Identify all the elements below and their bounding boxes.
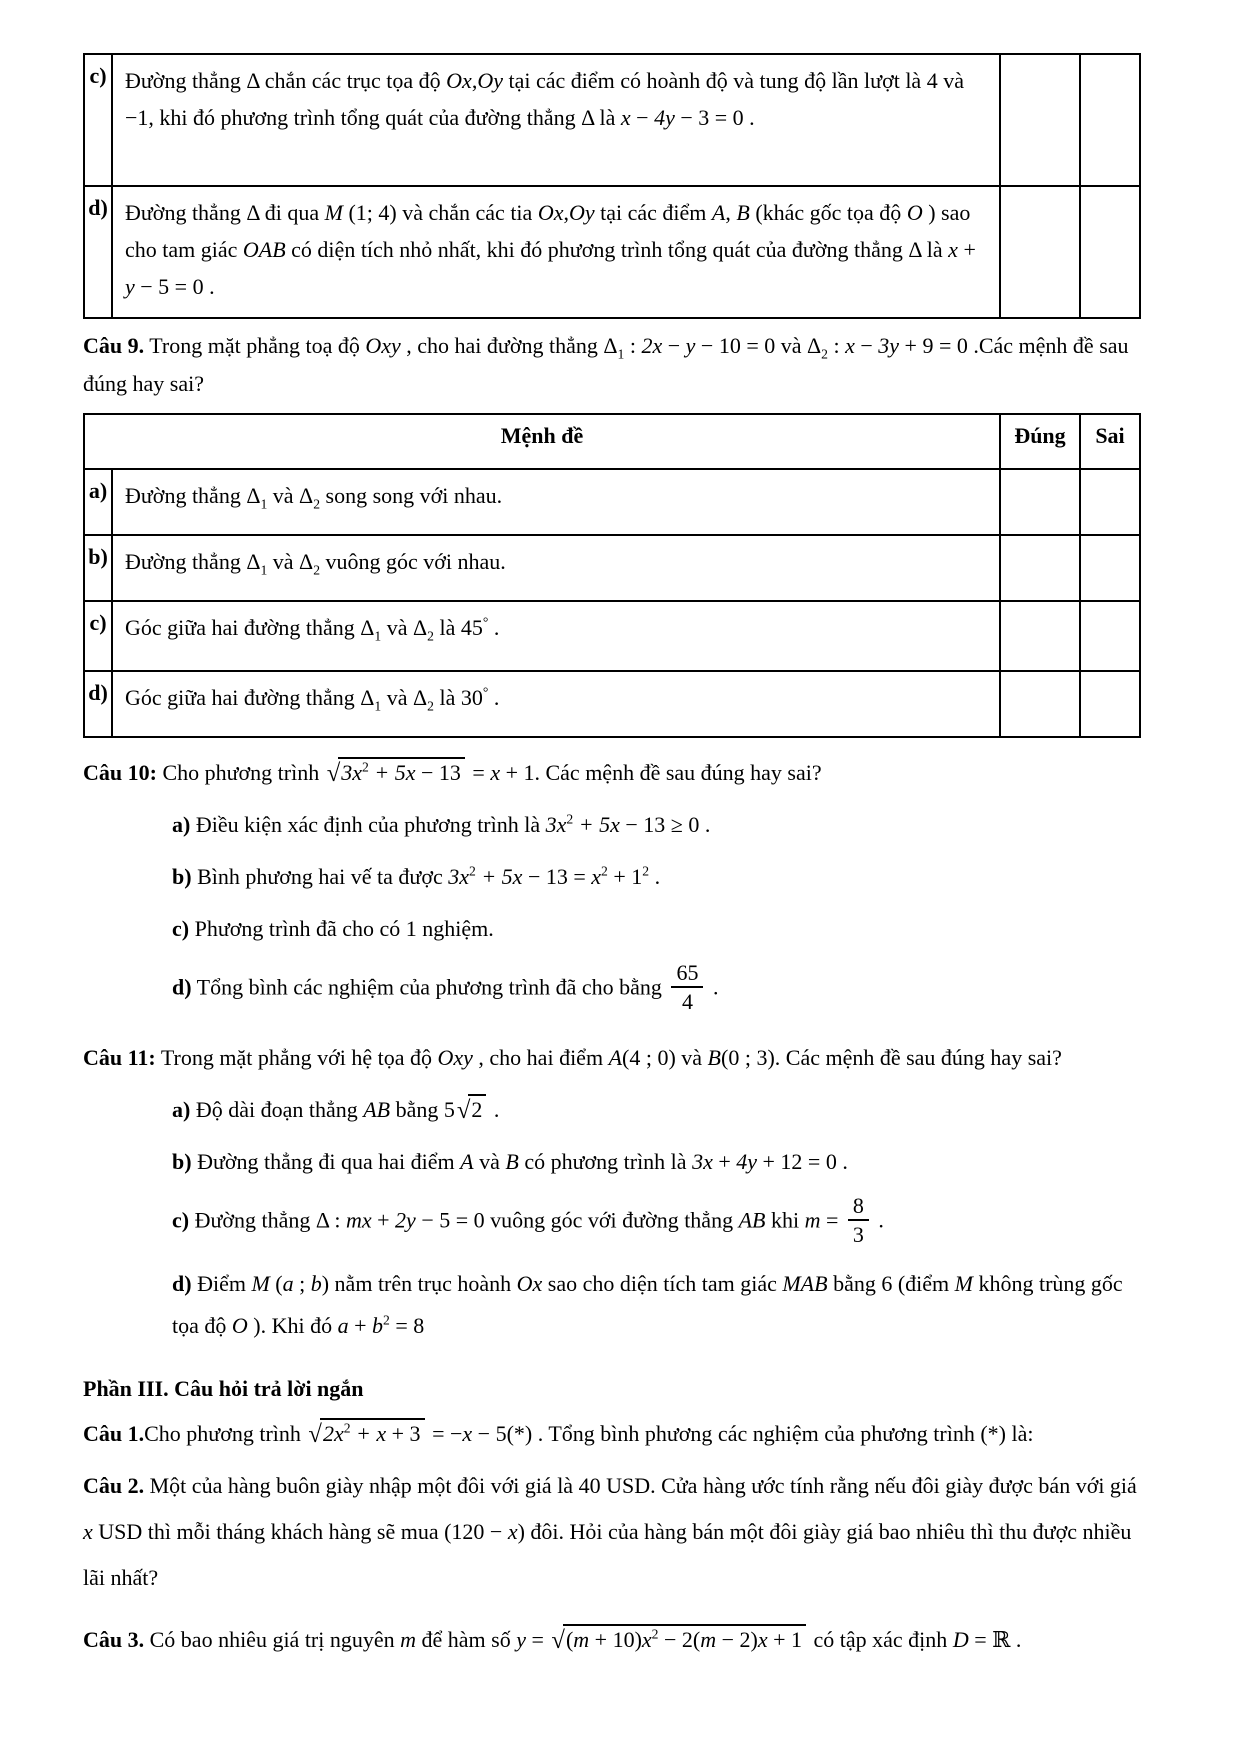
true-false-table-q9 [83,413,1141,738]
dung-answer-cell [1000,601,1080,671]
q11-item-d: d) Điểm M (a ; b) nằm trên trục hoành Ox sao cho diện tích tam giác MAB bằng 6 (điểm M không trùng gốc tọa độ O ). Khi đó $a + b^2 = 8$ [172,1271,1123,1339]
question-9-text: Câu 9. Trong mặt phẳng toạ độ Oxy , cho hai đường thẳng $\Delta_1$ : 2x − y − 10 = 0 và $\Delta_2$ : x − 3y + 9 = 0 .Các mệnh đề sau đúng hay sai? [83,333,1129,396]
header-sai: Sai [1080,414,1140,469]
header-menh-de: Mệnh đề [84,414,1000,469]
row-label: c) [84,54,112,186]
row-label: d) [84,186,112,318]
true-false-table-q8 [83,53,1141,319]
statement-cell: Đường thẳng $\Delta_1$ và $\Delta_2$ vuông góc với nhau. [112,535,1000,601]
part3-question-1: Câu 1.Cho phương trình $√2x^2 + x + 3 = -x - 5(*)$ . Tổng bình phương các nghiệm của phương trình (*) là: [83,1415,1139,1453]
statement-cell: Góc giữa hai đường thẳng $\Delta_1$ và $\Delta_2$ là 45° . [112,601,1000,671]
question-11-text: Câu 11: Trong mặt phẳng với hệ tọa độ Oxy , cho hai điểm A(4 ; 0) và B(0 ; 3). Các mệnh đề sau đúng hay sai? [83,1044,1062,1070]
part-3-title: Phần III. Câu hỏi trả lời ngắn [83,1376,364,1402]
sai-answer-cell [1080,601,1140,671]
q10-item-b: b) Bình phương hai vế ta được $3x^2 + 5x - 13 = x^2 + 1^2$ . [172,863,661,889]
dung-answer-cell [1000,186,1080,318]
q11-item-a: a) Độ dài đoạn thẳng AB bằng 5√2 . [172,1091,1139,1129]
question-10-text: Câu 10: Cho phương trình $√3x^2 + 5x - 13 = x + 1$. Các mệnh đề sau đúng hay sai? [83,754,1139,792]
sai-answer-cell [1080,54,1140,186]
table-row [84,186,1140,318]
statement-cell: Đường thẳng Δ chắn các trục tọa độ Ox,Oy tại các điểm có hoành độ và tung độ lần lượt là 4 và −1, khi đó phương trình tổng quát của đường thẳng Δ là x − 4y − 3 = 0 . [112,54,1000,186]
part3-question-3: Câu 3. Có bao nhiêu giá trị nguyên m để hàm số $y = √(m + 10)x^2 - 2(m - 2)x + 1$ có tập xác định D = ℝ . [83,1617,1139,1663]
sai-answer-cell [1080,186,1140,318]
dung-answer-cell [1000,469,1080,535]
table-row [84,469,1140,535]
q10-item-a: a) Điều kiện xác định của phương trình là $3x^2 + 5x - 13 \ge 0$ . [172,811,711,837]
sai-answer-cell [1080,535,1140,601]
row-label: c) [84,601,112,671]
q10-item-c: c) Phương trình đã cho có 1 nghiệm. [172,916,494,941]
table-row [84,601,1140,671]
statement-cell: Đường thẳng $\Delta_1$ và $\Delta_2$ song song với nhau. [112,469,1000,535]
page-content [83,0,1139,1663]
row-label: a) [84,469,112,535]
header-dung: Đúng [1000,414,1080,469]
table-row [84,671,1140,737]
row-label: b) [84,535,112,601]
table-header-row [84,414,1140,469]
statement-cell: Đường thẳng Δ đi qua M (1; 4) và chắn các tia Ox,Oy tại các điểm A, B (khác gốc tọa độ O ) sao cho tam giác OAB có diện tích nhỏ nhất, khi đó phương trình tổng quát của đường thẳng Δ là x + y − 5 = 0 . [112,186,1000,318]
dung-answer-cell [1000,671,1080,737]
sai-answer-cell [1080,671,1140,737]
sai-answer-cell [1080,469,1140,535]
table-row [84,535,1140,601]
part3-question-2: Câu 2. Một của hàng buôn giày nhập một đôi với giá là 40 USD. Cửa hàng ước tính rằng nếu đôi giày được bán với giá x USD thì mỗi tháng khách hàng sẽ mua (120 − x) đôi. Hỏi của hàng bán một đôi giày giá bao nhiêu thì thu được nhiều lãi nhất? [83,1473,1137,1591]
statement-cell: Góc giữa hai đường thẳng $\Delta_1$ và $\Delta_2$ là 30° . [112,671,1000,737]
q11-item-b: b) Đường thẳng đi qua hai điểm A và B có phương trình là 3x + 4y + 12 = 0 . [172,1148,848,1174]
dung-answer-cell [1000,535,1080,601]
table-row [84,54,1140,186]
dung-answer-cell [1000,54,1080,186]
q10-item-d: d) Tổng bình các nghiệm của phương trình đã cho bằng $\frac{65}{4}$ . [172,960,719,1015]
q11-item-c: c) Đường thẳng Δ : mx + 2y − 5 = 0 vuông góc với đường thẳng AB khi m = $\frac{8}{3}$ . [172,1192,884,1247]
row-label: d) [84,671,112,737]
